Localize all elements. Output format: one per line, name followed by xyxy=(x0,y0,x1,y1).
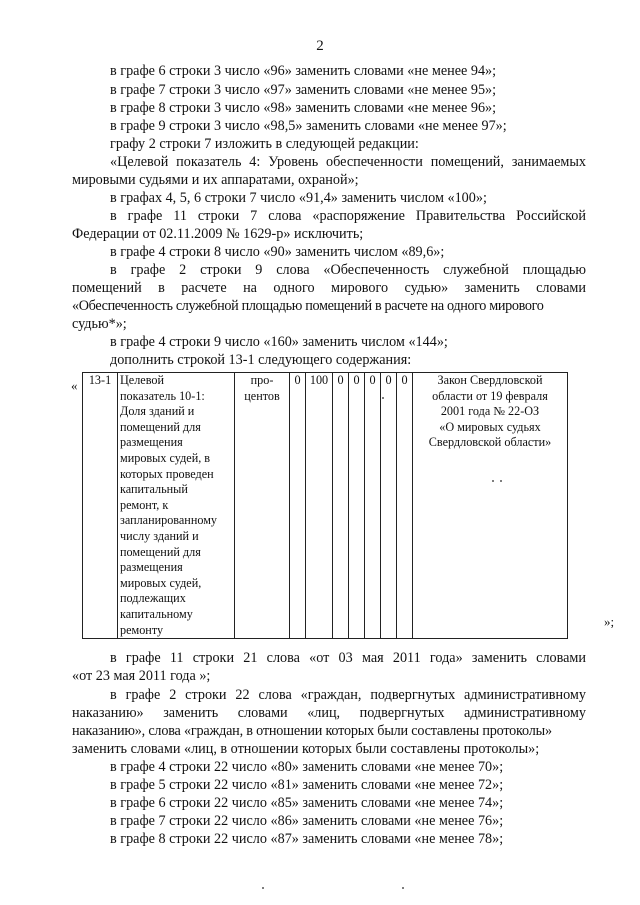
table-close-quote: »; xyxy=(604,614,615,629)
amendment-line: в графе 4 строки 22 число «80» заменить словами «не менее 70»; xyxy=(110,759,504,775)
amendment-line: в графах 4, 5, 6 строки 7 число «91,4» заменить числом «100»; xyxy=(110,190,487,206)
value-cell: 0 xyxy=(365,373,381,639)
graph11-paragraph-line: в графе 11 строки 7 слова «распоряжение Правительства Российской xyxy=(110,208,586,224)
graph2-paragraph-line: судью*»; xyxy=(72,316,127,332)
row-number-cell: 13-1 xyxy=(83,373,118,639)
amendment-line: в графе 4 строки 8 число «90» заменить числом «89,6»; xyxy=(110,244,445,260)
graph2-paragraph-line: в графе 2 строки 9 слова «Обеспеченность служебной площадью xyxy=(110,262,586,278)
value-cell: 0 xyxy=(333,373,349,639)
target-paragraph-line: мировыми судьями и их аппаратами, охраной»; xyxy=(72,172,359,188)
indicator-table xyxy=(82,372,568,639)
amendment-line: в графе 9 строки 3 число «98,5» заменить словами «не менее 97»; xyxy=(110,118,507,134)
scan-speck xyxy=(492,480,494,482)
scan-speck xyxy=(402,887,404,889)
graph2-row22-line: наказанию» заменить словами «лиц, подвергнутых административному xyxy=(72,705,586,721)
legal-basis-cell: Закон Свердловской области от 19 февраля 2001 года № 22-ОЗ «О мировых судьях Свердловской области» xyxy=(413,373,568,639)
indicator-name-cell: Целевой показатель 10-1: Доля зданий и помещений для размещения мировых судей, в которых проведен капитальный ремонт, к запланированному числу зданий и помещений для размещения мировых судей, подлежащих капитальному ремонту xyxy=(118,373,235,639)
graph11-paragraph-line: Федерации от 02.11.2009 № 1629-р» исключить; xyxy=(72,226,364,242)
table-row xyxy=(83,373,568,639)
page-number: 2 xyxy=(316,38,324,54)
value-cell: 0 xyxy=(290,373,306,639)
value-cell: 0 xyxy=(349,373,365,639)
amendment-line: в графе 5 строки 22 число «81» заменить словами «не менее 72»; xyxy=(110,777,504,793)
scan-speck xyxy=(500,480,502,482)
scan-speck xyxy=(262,887,264,889)
graph2-paragraph-line: «Обеспеченность служебной площадью помещений в расчете на одного мирового xyxy=(72,298,544,314)
amendment-line: графу 2 строки 7 изложить в следующей редакции: xyxy=(110,136,419,152)
value-cell: 100 xyxy=(306,373,333,639)
value-cell: 0 xyxy=(381,373,397,639)
amendment-line: в графе 7 строки 22 число «86» заменить словами «не менее 76»; xyxy=(110,813,504,829)
amendment-line: в графе 8 строки 3 число «98» заменить словами «не менее 96»; xyxy=(110,100,497,116)
unit-cell: про- центов xyxy=(235,373,290,639)
graph2-row22-line: наказанию», слова «граждан, в отношении которых были составлены протоколы» xyxy=(72,723,552,739)
graph11-row21-line: «от 23 мая 2011 года »; xyxy=(72,668,211,684)
table-open-quote: « xyxy=(71,378,78,393)
graph2-paragraph-line: помещений в расчете на одного мирового судью» заменить словами xyxy=(72,280,586,296)
amendment-line: дополнить строкой 13-1 следующего содержания: xyxy=(110,352,412,368)
amendment-line: в графе 7 строки 3 число «97» заменить словами «не менее 95»; xyxy=(110,82,497,98)
scan-speck xyxy=(382,397,384,399)
amendment-line: в графе 6 строки 3 число «96» заменить словами «не менее 94»; xyxy=(110,63,497,79)
target-paragraph-line: «Целевой показатель 4: Уровень обеспеченности помещений, занимаемых xyxy=(110,154,586,170)
value-cell: 0 xyxy=(397,373,413,639)
amendment-line: в графе 8 строки 22 число «87» заменить словами «не менее 78»; xyxy=(110,831,504,847)
graph2-row22-line: в графе 2 строки 22 слова «граждан, подвергнутых административному xyxy=(110,687,586,703)
graph11-row21-line: в графе 11 строки 21 слова «от 03 мая 2011 года» заменить словами xyxy=(110,650,586,666)
amendment-line: в графе 4 строки 9 число «160» заменить числом «144»; xyxy=(110,334,448,350)
amendment-line: в графе 6 строки 22 число «85» заменить словами «не менее 74»; xyxy=(110,795,504,811)
graph2-row22-line: заменить словами «лиц, в отношении которых были составлены протоколы»; xyxy=(72,741,540,757)
